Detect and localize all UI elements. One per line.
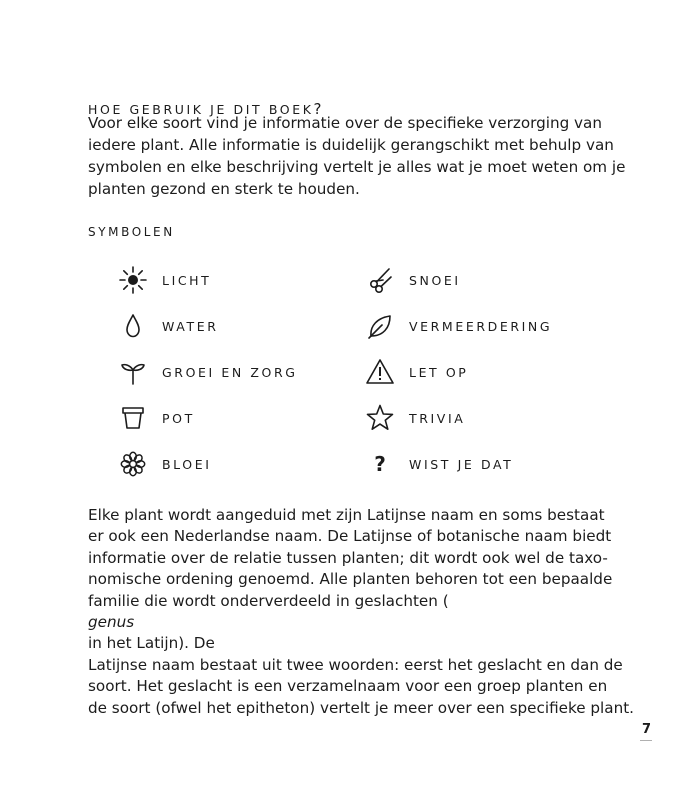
drop-icon (116, 311, 150, 341)
symbol-label: WIST JE DAT (409, 456, 514, 472)
pot-icon (116, 403, 150, 433)
symbol-row-vermeerdering (363, 311, 552, 341)
scissors-icon (363, 265, 397, 295)
symbol-label: SNOEI (409, 272, 461, 288)
symbol-label: GROEI EN ZORG (162, 364, 298, 380)
symbol-row-wist-je-dat (363, 449, 513, 479)
symbol-label: LICHT (162, 272, 212, 288)
page-number: 7 (642, 722, 652, 737)
symbol-row-let-op (363, 357, 468, 387)
body-line: er ook een Nederlandse naam. De Latijnse of botanische naam biedt (88, 527, 612, 546)
flower-icon (116, 449, 150, 479)
body-line (88, 591, 658, 655)
symbol-label: POT (162, 410, 195, 426)
intro-line: Voor elke soort vind je informatie over de specifieke verzorging van (88, 114, 602, 132)
sun-icon (116, 265, 150, 295)
leaf-icon (363, 311, 397, 341)
symbol-label: LET OP (409, 364, 469, 380)
symbol-row-trivia (363, 403, 465, 433)
question-icon (363, 449, 397, 479)
symbol-row-snoei (363, 265, 461, 295)
sprout-icon (116, 357, 150, 387)
body-line-part: familie die wordt onderverdeeld in geslachten ( (88, 591, 449, 610)
symbol-row-licht (116, 265, 211, 295)
intro-line: symbolen en elke beschrijving vertelt je alles wat je moet weten om je (88, 158, 626, 176)
symbol-label: WATER (162, 318, 219, 334)
section-heading-text: HOE GEBRUIK JE DIT BOEK (88, 102, 314, 117)
symbol-label: VERMEERDERING (409, 318, 553, 334)
intro-paragraph (88, 112, 648, 200)
symbol-row-pot (116, 403, 195, 433)
body-line: Elke plant wordt aangeduid met zijn Latijnse naam en soms bestaat (88, 506, 605, 524)
question-glyph: ? (374, 452, 386, 476)
warning-icon (363, 357, 397, 387)
body-line: soort. Het geslacht is een verzamelnaam voor een groep planten en (88, 677, 608, 696)
body-line: de soort (ofwel het epitheton) vertelt je meer over een specifieke plant. (88, 698, 634, 717)
symbol-label: TRIVIA (409, 410, 466, 426)
section-heading-question-mark: ? (313, 100, 322, 118)
genus-term: genus (88, 613, 135, 632)
body-line: informatie over de relatie tussen planten; dit wordt ook wel de taxo- (88, 548, 608, 567)
body-line: Latijnse naam bestaat uit twee woorden: eerst het geslacht en dan de (88, 655, 623, 674)
symbol-label: BLOEI (162, 456, 212, 472)
symbol-row-water (116, 311, 218, 341)
symbol-row-groei-en-zorg (116, 357, 298, 387)
symbols-title: SYMBOLEN (88, 225, 175, 239)
symbol-row-bloei (116, 449, 212, 479)
body-paragraph (88, 505, 658, 719)
intro-line: iedere plant. Alle informatie is duidelijk gerangschikt met behulp van (88, 136, 614, 154)
body-line-part: in het Latijn). De (88, 634, 215, 653)
body-line: nomische ordening genoemd. Alle planten behoren tot een bepaalde (88, 570, 613, 589)
star-icon (363, 403, 397, 433)
page-number-rule (640, 740, 652, 741)
intro-line: planten gezond en sterk te houden. (88, 180, 360, 198)
